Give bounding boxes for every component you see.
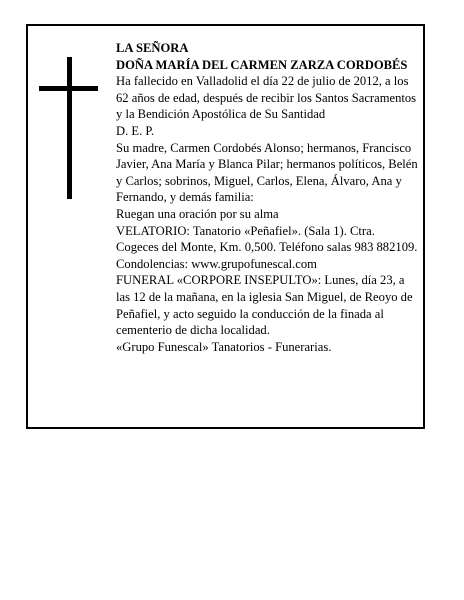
funeral-info: FUNERAL «CORPORE INSEPULTO»: Lunes, día 23, a las 12 de la mañana, en la iglesia San Miguel, de Reoyo de Peñafiel, y acto seguido la conducción de la finada al cementerio de dicha localidad. bbox=[116, 273, 413, 338]
wake-info: VELATORIO: Tanatorio «Peñafiel». (Sala 1). Ctra. Cogeces del Monte, Km. 0,500. Teléfono salas 983 882109. Condolencias: www.grupofunescal.com bbox=[116, 223, 418, 271]
family-list: Su madre, Carmen Cordobés Alonso; hermanos, Francisco Javier, Ana María y Blanca Pilar; hermanos políticos, Belén y Carlos; sobrinos, Miguel, Carlos, Elena, Álvaro, Ana y Fernando, y demás familia: bbox=[116, 140, 418, 205]
title-line-1: LA SEÑORA bbox=[116, 41, 189, 55]
cross-icon-crossbar bbox=[39, 86, 98, 91]
funeral-home: «Grupo Funescal» Tanatorios - Funerarias. bbox=[116, 339, 332, 354]
cross-icon bbox=[67, 57, 72, 199]
obituary-text bbox=[116, 40, 418, 355]
prayer-request: Ruegan una oración por su alma bbox=[116, 206, 279, 221]
obituary-notice bbox=[26, 24, 425, 429]
death-announcement: Ha fallecido en Valladolid el día 22 de julio de 2012, a los 62 años de edad, después de recibir los Santos Sacramentos y la Bendición Apostólica de Su Santidad bbox=[116, 74, 417, 122]
deceased-name: DOÑA MARÍA DEL CARMEN ZARZA CORDOBÉS bbox=[116, 57, 408, 72]
dep-line: D. E. P. bbox=[116, 123, 155, 138]
